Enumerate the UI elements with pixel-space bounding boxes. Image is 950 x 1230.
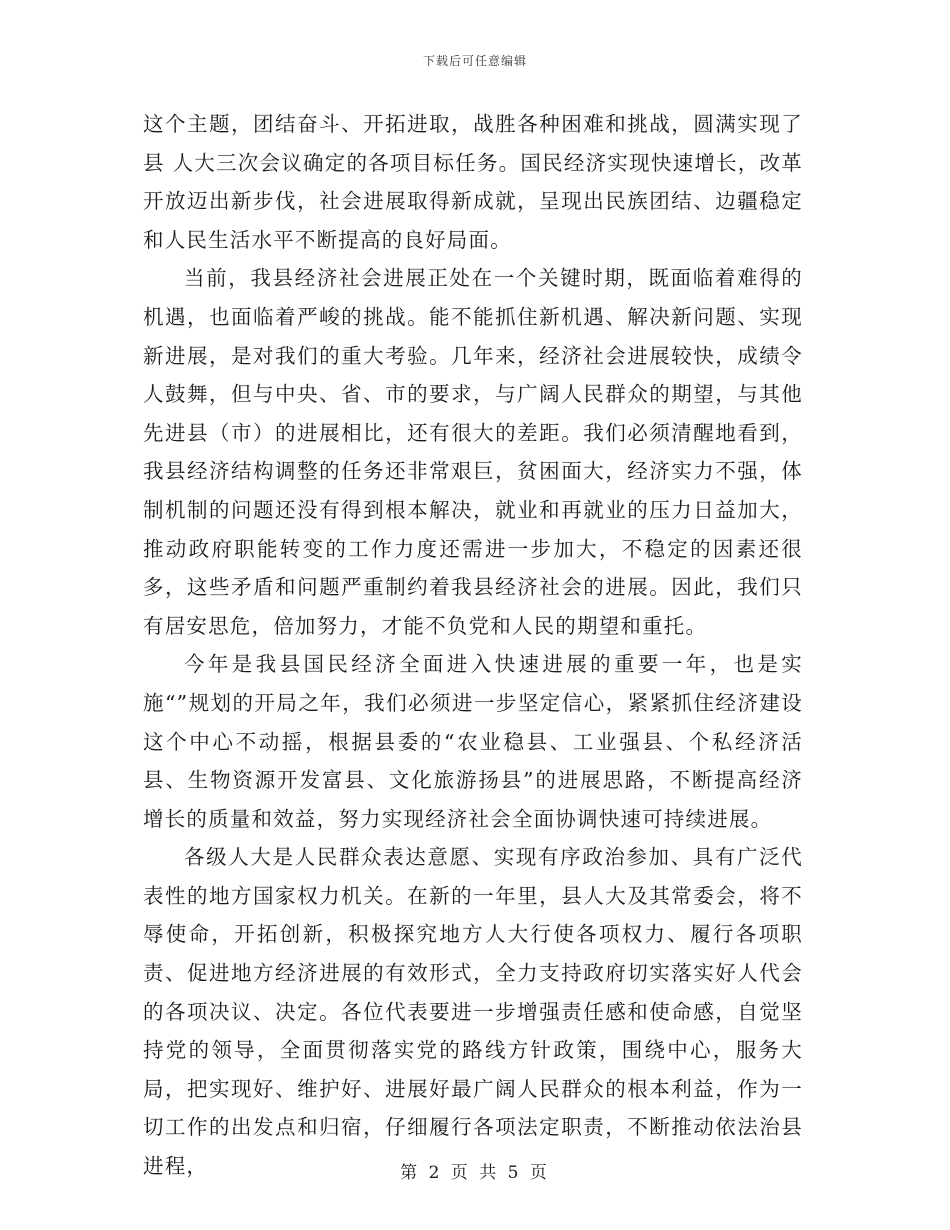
paragraph-2: 当前，我县经济社会进展正处在一个关键时期，既面临着难得的机遇，也面临着严峻的挑战。能不能抓住新机遇、解决新问题、实现新进展，是对我们的重大考验。几年来，经济社会进展较快，成绩令人鼓舞，但与中央、省、市的要求，与广阔人民群众的期望，与其他先进县（市）的进展相比，还有很大的差距。我们必须清醒地看到，我县经济结构调整的任务还非常艰巨，贫困面大，经济实力不强，体制机制的问题还没有得到根本解决，就业和再就业的压力日益加大，推动政府职能转变的工作力度还需进一步加大，不稳定的因素还很多，这些矛盾和问题严重制约着我县经济社会的进展。因此，我们只有居安思危，倍加努力，才能不负党和人民的期望和重托。: [143, 266, 803, 638]
paragraph-4: 各级人大是人民群众表达意愿、实现有序政治参加、具有广泛代表性的地方国家权力机关。在新的一年里，县人大及其常委会，将不辱使命，开拓创新，积极探究地方人大行使各项权力、履行各项职责、促进地方经济进展的有效形式，全力支持政府切实落实好人代会的各项决议、决定。各位代表要进一步增强责任感和使命感，自觉坚持党的领导，全面贯彻落实党的路线方针政策，围绕中心，服务大局，把实现好、维护好、进展好最广阔人民群众的根本利益，作为一切工作的出发点和归宿，仔细履行各项法定职责，不断推动依法治县进程，: [143, 845, 803, 1179]
document-body: [143, 105, 803, 1186]
paragraph-3: 今年是我县国民经济全面进入快速进展的重要一年，也是实施“”规划的开局之年，我们必须进一步坚定信心，紧紧抓住经济建设这个中心不动摇，根据县委的“农业稳县、工业强县、个私经济活县、生物资源开发富县、文化旅游扬县”的进展思路，不断提高经济增长的质量和效益，努力实现经济社会全面协调快速可持续进展。: [143, 652, 803, 831]
page-number: 第 2 页 共 5 页: [400, 1163, 550, 1183]
page-header: 下载后可任意编辑: [422, 54, 527, 68]
paragraph-1: 这个主题，团结奋斗、开拓进取，战胜各种困难和挑战，圆满实现了县 人大三次会议确定的各项目标任务。国民经济实现快速增长，改革开放迈出新步伐，社会进展取得新成就，呈现出民族团结、边疆稳定和人民生活水平不断提高的良好局面。: [143, 112, 803, 252]
